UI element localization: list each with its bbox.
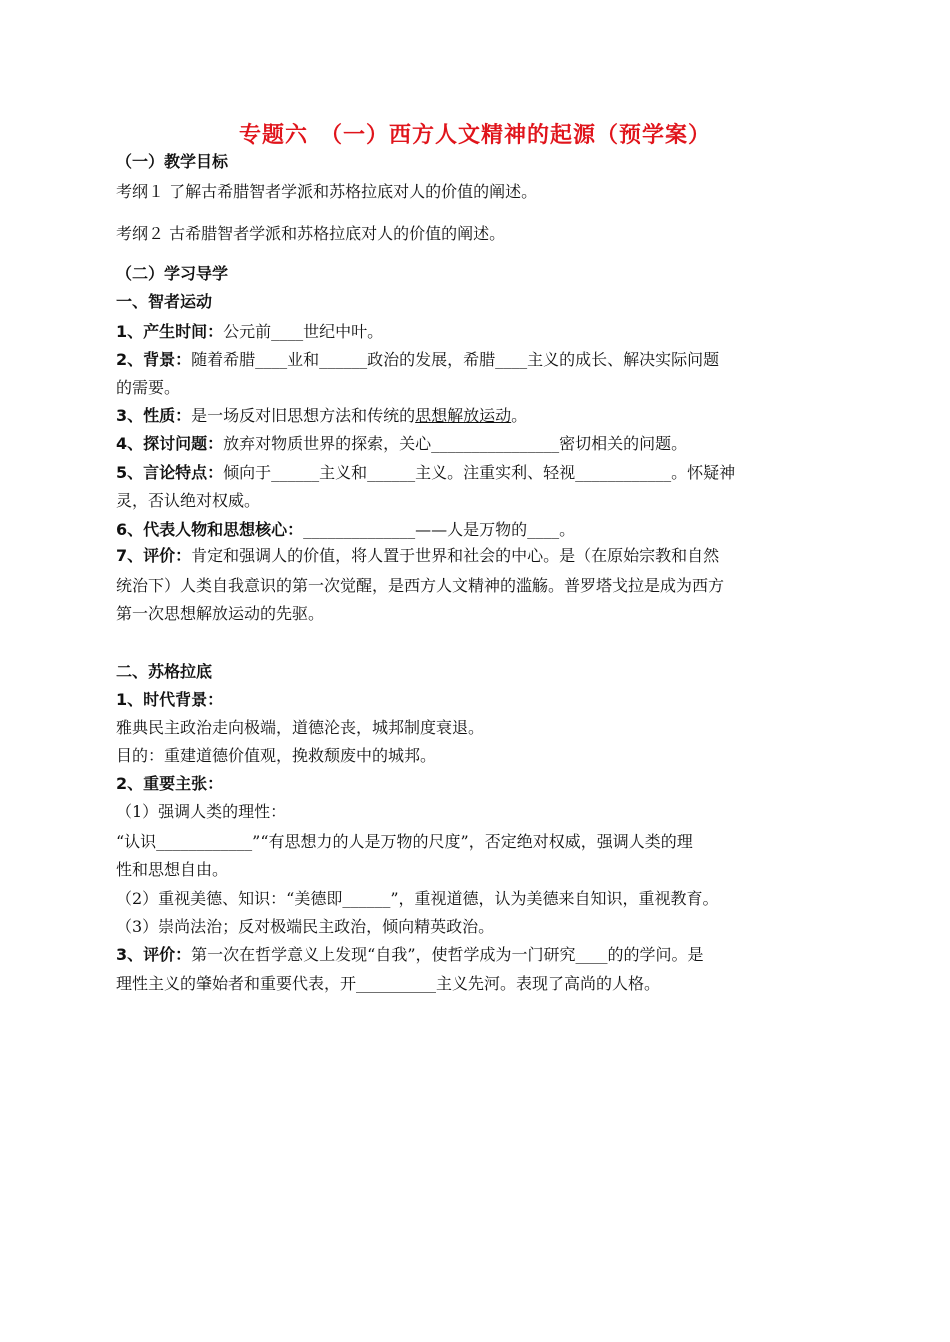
item-label: 3、评价：	[116, 945, 192, 964]
item-text: 公元前____世纪中叶。	[223, 322, 384, 341]
item-text: ______________——人是万物的____。	[303, 520, 576, 539]
part-heading-sophists: 一、智者运动	[116, 292, 213, 311]
socrates-claim-1-heading: （1）强调人类的理性：	[116, 802, 287, 821]
item-text: 随着希腊____业和______政治的发展，希腊____主义的成长、解决实际问题	[191, 350, 720, 369]
item-label: 3、性质：	[116, 406, 192, 425]
socrates-claim-2: （2）重视美德、知识：“美德即______”，重视道德，认为美德来自知识，重视教育。	[116, 889, 719, 908]
syllabus-item-2: 考纲２ 古希腊智者学派和苏格拉底对人的价值的阐述。	[116, 224, 506, 243]
socrates-item-background-label: 1、时代背景：	[116, 690, 224, 709]
underlined-term: 思想解放运动	[415, 406, 512, 425]
sophists-item-nature	[116, 406, 856, 426]
socrates-item-evaluation	[116, 945, 856, 965]
sophists-item-background-cont: 的需要。	[116, 378, 181, 397]
section-heading-objectives: （一）教学目标	[116, 152, 229, 171]
socrates-claim-1-text-cont: 性和思想自由。	[116, 860, 229, 879]
item-label: 1、产生时间：	[116, 322, 224, 341]
socrates-item-background-text: 雅典民主政治走向极端，道德沦丧，城邦制度衰退。	[116, 718, 485, 737]
page-title: 专题六 （一）西方人文精神的起源（预学案）	[238, 123, 711, 148]
item-label: 2、背景：	[116, 350, 192, 369]
item-text: 是一场反对旧思想方法和传统的	[191, 406, 416, 425]
sophists-item-evaluation-cont2: 第一次思想解放运动的先驱。	[116, 604, 325, 623]
item-text: 。	[511, 406, 528, 425]
section-heading-guide: （二）学习导学	[116, 264, 229, 283]
sophists-item-evaluation-cont: 统治下）人类自我意识的第一次觉醒，是西方人文精神的滥觞。普罗塔戈拉是成为西方	[116, 576, 725, 595]
item-text: 第一次在哲学意义上发现“自我”，使哲学成为一门研究____的的学问。是	[191, 945, 704, 964]
sophists-item-background	[116, 350, 856, 370]
sophists-item-issues	[116, 434, 856, 454]
item-label: 7、评价：	[116, 546, 192, 565]
sophists-item-features-cont: 灵，否认绝对权威。	[116, 491, 261, 510]
sophists-item-evaluation	[116, 546, 856, 566]
item-text: 放弃对物质世界的探索，关心________________密切相关的问题。	[223, 434, 688, 453]
socrates-item-evaluation-cont: 理性主义的肇始者和重要代表，开__________主义先河。表现了高尚的人格。	[116, 974, 661, 993]
sophists-item-time	[116, 322, 856, 342]
item-label: 5、言论特点：	[116, 463, 224, 482]
part-heading-socrates: 二、苏格拉底	[116, 662, 213, 681]
syllabus-item-1: 考纲１ 了解古希腊智者学派和苏格拉底对人的价值的阐述。	[116, 182, 538, 201]
item-text: 肯定和强调人的价值，将人置于世界和社会的中心。是（在原始宗教和自然	[191, 546, 720, 565]
item-label: 4、探讨问题：	[116, 434, 224, 453]
socrates-claim-1-text: “认识____________”“有思想力的人是万物的尺度”，否定绝对权威，强调人类的理	[116, 832, 693, 851]
socrates-claim-3: （3）崇尚法治；反对极端民主政治，倾向精英政治。	[116, 917, 495, 936]
socrates-item-purpose: 目的：重建道德价值观，挽救颓废中的城邦。	[116, 746, 437, 765]
item-label: 6、代表人物和思想核心：	[116, 520, 304, 539]
sophists-item-representative	[116, 520, 856, 540]
item-text: 倾向于______主义和______主义。注重实利、轻视____________。怀疑神	[223, 463, 736, 482]
socrates-item-claims-label: 2、重要主张：	[116, 774, 224, 793]
sophists-item-features	[116, 463, 856, 483]
